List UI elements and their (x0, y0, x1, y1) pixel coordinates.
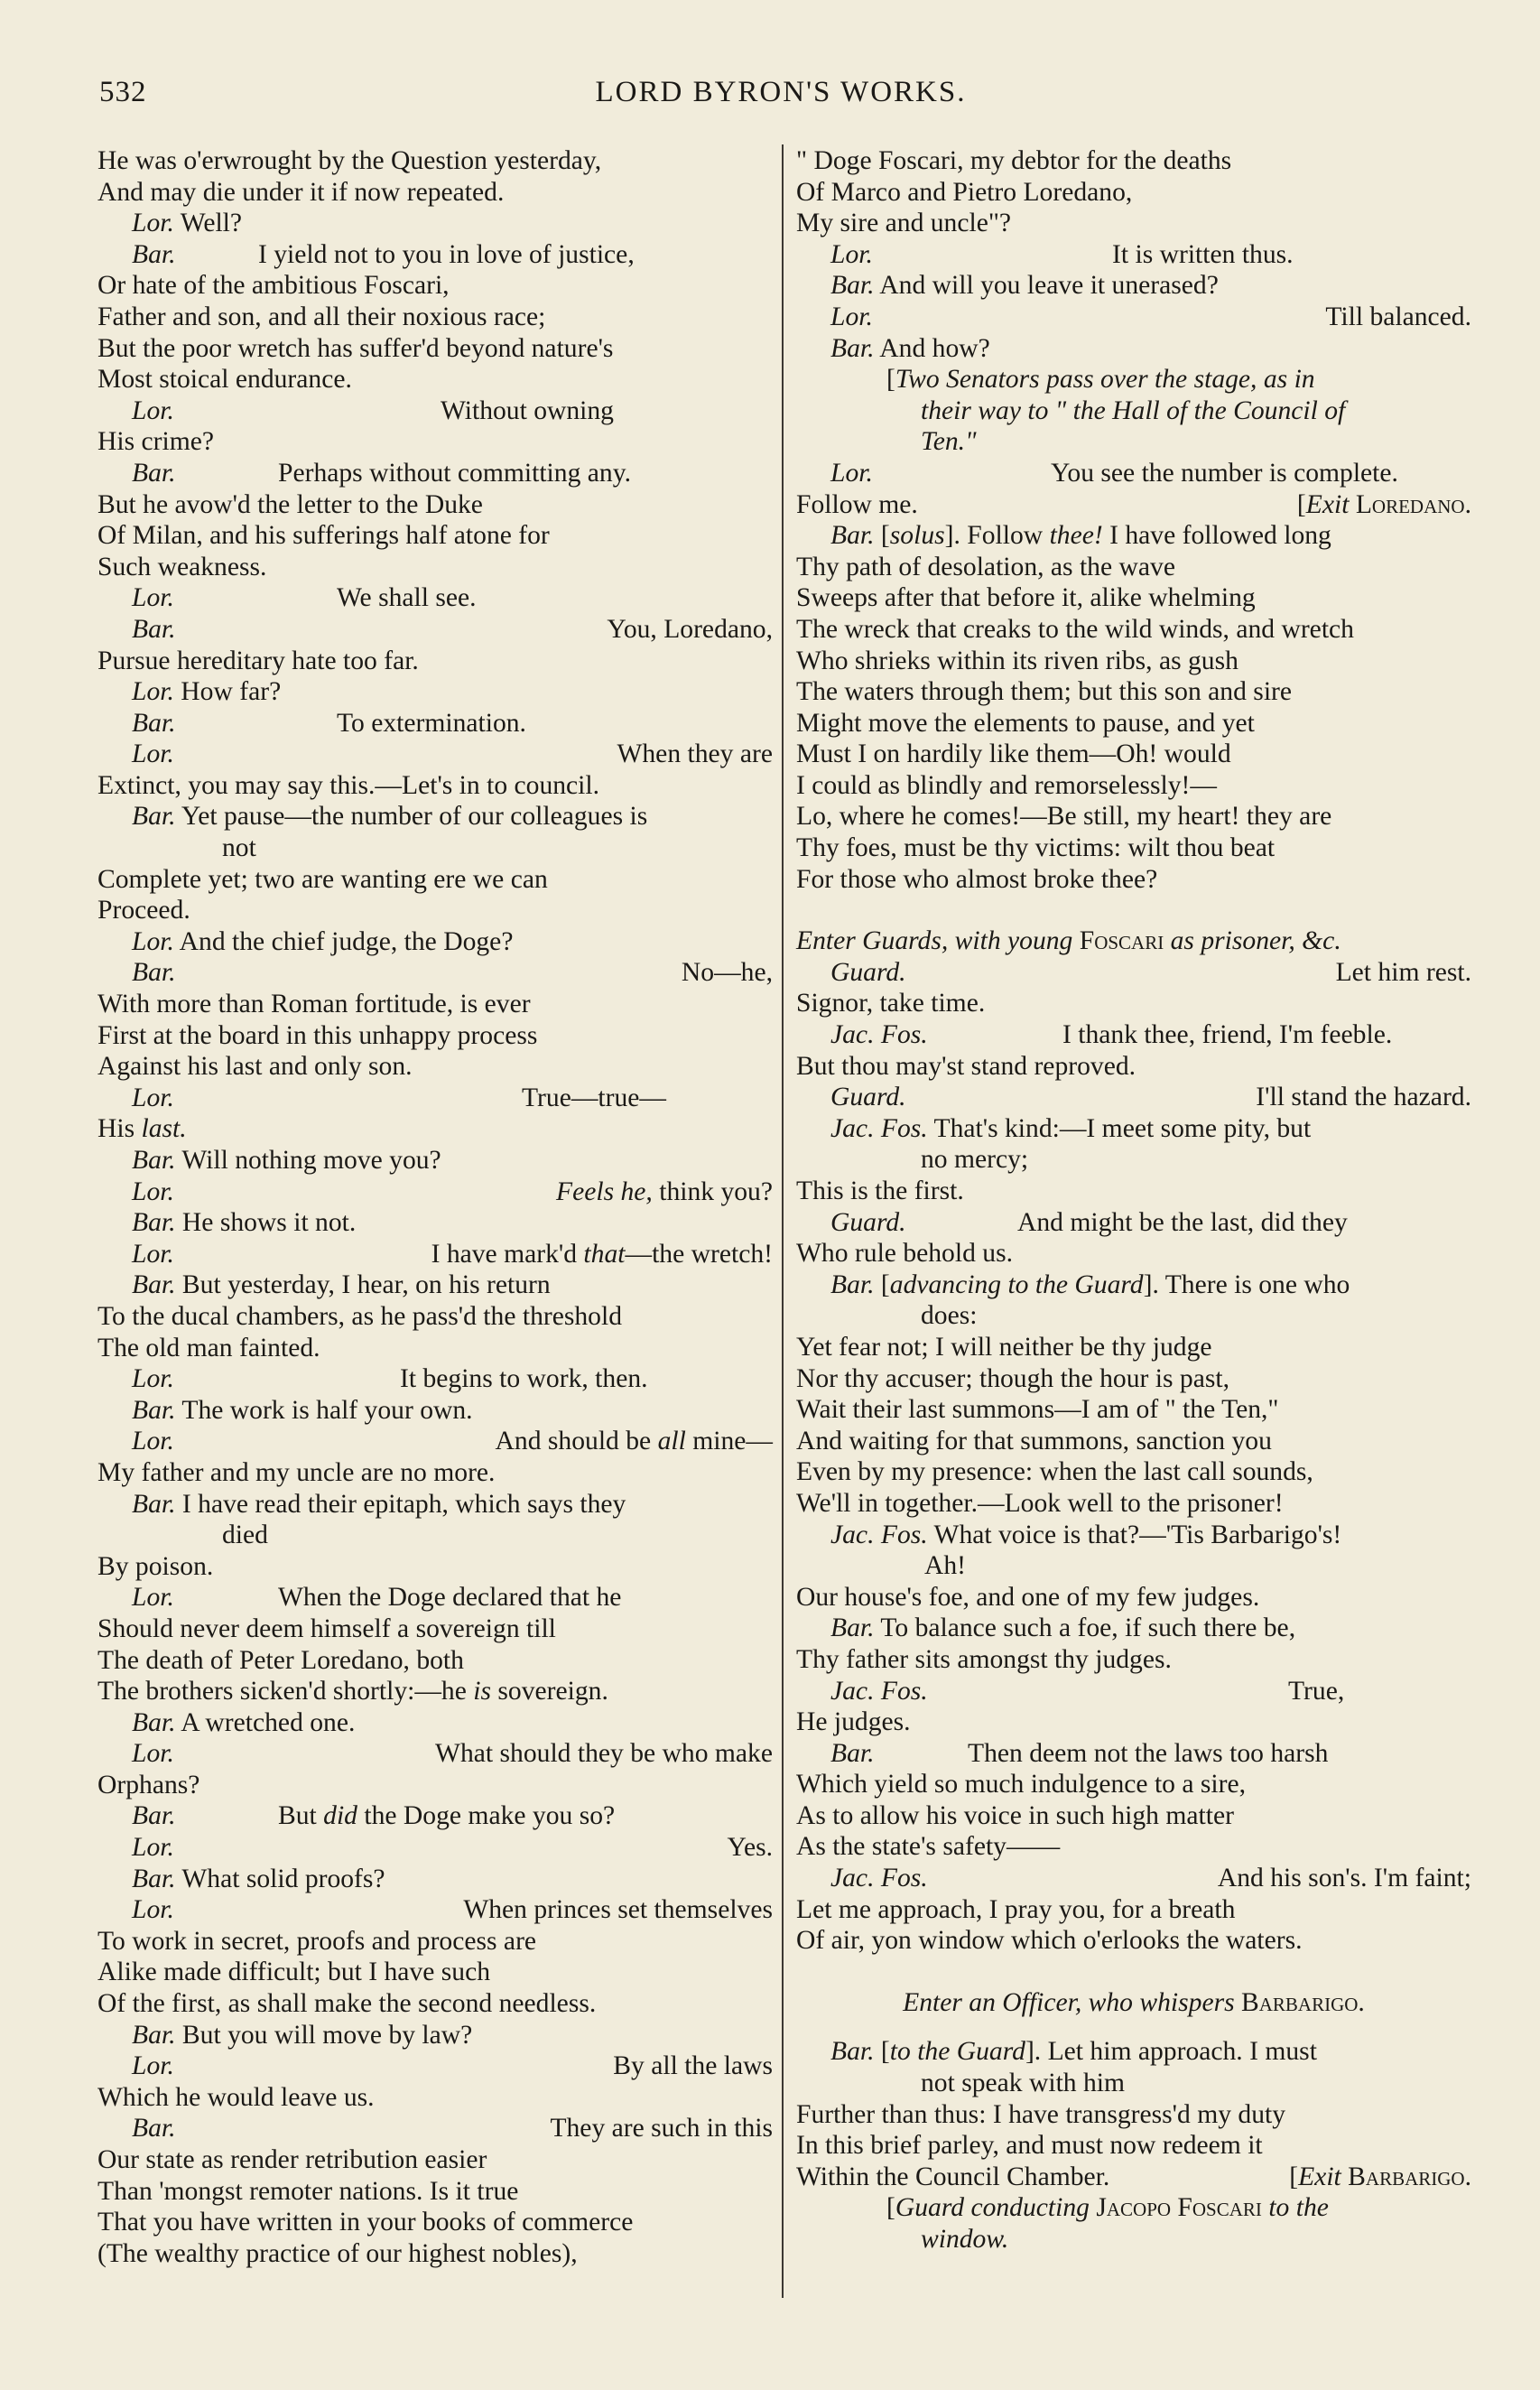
speech-line: Bar. And how? (830, 333, 990, 363)
speech-line: Lor. It begins to work, then. (132, 1364, 648, 1394)
speech-line: Guard. I'll stand the hazard. (830, 1083, 1471, 1112)
speech-line: Bar. Will nothing move you? (132, 1146, 441, 1175)
text-line: We'll in together.—Look well to the prisoner! (796, 1488, 1284, 1518)
speech-line: Guard. And might be the last, did they (830, 1207, 1348, 1237)
speech-line: Bar. I have read their epitaph, which says they (132, 1489, 626, 1519)
text-line: And may die under it if now repeated. (97, 177, 505, 207)
text-line: But the poor wretch has suffer'd beyond nature's (97, 333, 614, 363)
running-title: LORD BYRON'S WORKS. (595, 76, 967, 108)
text-line: Alike made difficult; but I have such (97, 1958, 491, 1987)
speech-line: Bar. I yield not to you in love of justice, (132, 239, 635, 269)
speech-line: Bar. But yesterday, I hear, on his return (132, 1270, 551, 1300)
text-line: Which yield so much indulgence to a sire, (796, 1770, 1247, 1799)
text-line: His last. (97, 1114, 187, 1144)
text-line: not (222, 833, 256, 863)
speech-line: Bar. The work is half your own. (132, 1395, 473, 1425)
text-line: Proceed. (97, 896, 190, 925)
stage-direction: Ten." (921, 427, 977, 457)
text-line: The waters through them; but this son and sire (796, 677, 1293, 707)
text-line: Thy foes, must be thy victims: wilt thou beat (796, 833, 1276, 863)
speech-line: Lor. You see the number is complete. (830, 458, 1398, 488)
text-line: Most stoical endurance. (97, 365, 352, 395)
stage-direction: [Two Senators pass over the stage, as in (886, 365, 1315, 395)
text-line: Against his last and only son. (97, 1052, 413, 1082)
stage-direction: window. (921, 2225, 1009, 2254)
text-line: Further than thus: I have transgress'd my duty (796, 2099, 1286, 2129)
speech-line: Bar. And will you leave it unerased? (830, 271, 1219, 301)
text-line: By poison. (97, 1551, 214, 1581)
text-line: Should never deem himself a sovereign till (97, 1613, 556, 1643)
speech-line: Bar. To extermination. (132, 708, 526, 738)
speech-line: Bar. You, Loredano, (132, 614, 773, 644)
speech-line: Lor. And the chief judge, the Doge? (132, 926, 514, 956)
text-line: no mercy; (921, 1145, 1029, 1175)
text-line: does: (921, 1301, 978, 1331)
text-line: Even by my presence: when the last call sounds, (796, 1457, 1313, 1487)
left-column (97, 145, 773, 2269)
speech-line: Jac. Fos. And his son's. I'm faint; (830, 1864, 1471, 1893)
text-line: But he avow'd the letter to the Duke (97, 489, 483, 519)
speech-line: Lor. True—true— (132, 1083, 667, 1112)
speech-line: Bar. What solid proofs? (132, 1864, 385, 1893)
speech-line: Bar. But did the Doge make you so? (132, 1801, 616, 1831)
text-line: But thou may'st stand reproved. (796, 1051, 1136, 1081)
speech-line: Jac. Fos. What voice is that?—'Tis Barbarigo's! (830, 1520, 1342, 1549)
text-line: Let me approach, I pray you, for a breath (796, 1894, 1236, 1924)
text-line: My sire and uncle"? (796, 209, 1012, 238)
speech-line: Bar. But you will move by law? (132, 2020, 473, 2050)
text-line: Lo, where he comes!—Be still, my heart! they are (796, 802, 1332, 832)
speech-line: Within the Council Chamber. [Exit Barbarigo. (796, 2162, 1471, 2191)
text-line: Orphans? (97, 1770, 200, 1799)
speech-line: Jac. Fos. That's kind:—I meet some pity, but (830, 1113, 1312, 1143)
text-line: Pursue hereditary hate too far. (97, 646, 419, 675)
text-line: Our state as render retribution easier (97, 2145, 487, 2174)
speech-line: Lor. Well? (132, 209, 243, 238)
speech-line: Lor. How far? (132, 677, 282, 707)
right-column (796, 145, 1471, 2255)
stage-direction: their way to " the Hall of the Council of (921, 395, 1346, 425)
speech-line: Bar. Then deem not the laws too harsh (830, 1738, 1329, 1768)
text-line: To the ducal chambers, as he pass'd the threshold (97, 1301, 622, 1331)
text-line: Must I on hardily like them—Oh! would (796, 739, 1231, 769)
speech-line: Bar. Perhaps without committing any. (132, 458, 631, 488)
speech-line: Lor. Yes. (132, 1833, 773, 1863)
text-line: My father and my uncle are no more. (97, 1457, 496, 1487)
text-line: I could as blindly and remorselessly!— (796, 770, 1218, 800)
text-line: The old man fainted. (97, 1333, 320, 1362)
text-line: not speak with him (921, 2069, 1126, 2098)
speech-line: Bar. No—he, (132, 958, 773, 988)
text-line: " Doge Foscari, my debtor for the deaths (796, 146, 1232, 175)
speech-line: Bar. [solus]. Follow thee! I have followed long (830, 521, 1331, 551)
speech-line: Bar. [advancing to the Guard]. There is one who (830, 1269, 1350, 1299)
text-line: As the state's safety—— (796, 1832, 1061, 1862)
speech-line: Bar. Yet pause—the number of our colleagues is (132, 802, 648, 832)
text-line: Signor, take time. (796, 989, 986, 1018)
text-line: Who shrieks within its riven ribs, as gush (796, 646, 1238, 675)
speech-line: Lor. I have mark'd that—the wretch! (132, 1239, 773, 1269)
text-line: And waiting for that summons, sanction you (796, 1426, 1272, 1455)
text-line: This is the first. (796, 1176, 964, 1205)
text-line: Of Milan, and his sufferings half atone for (97, 521, 550, 551)
speech-line: Jac. Fos. I thank thee, friend, I'm feeble. (830, 1020, 1393, 1050)
text-line: Such weakness. (97, 552, 267, 581)
speech-line: Bar. A wretched one. (132, 1707, 356, 1737)
stage-direction: [Guard conducting Jacopo Foscari to the (886, 2193, 1329, 2223)
speech-line: Follow me. [Exit Loredano. (796, 489, 1471, 519)
text-line: Than 'mongst remoter nations. Is it true (97, 2176, 519, 2206)
speech-line: Bar. He shows it not. (132, 1208, 357, 1238)
text-line: Wait their last summons—I am of " the Ten," (796, 1395, 1279, 1425)
text-line: Father and son, and all their noxious race; (97, 302, 546, 331)
text-line: As to allow his voice in such high matter (796, 1800, 1234, 1830)
column-divider (782, 144, 784, 2298)
text-line: Complete yet; two are wanting ere we can (97, 864, 548, 894)
text-line: Extinct, you may say this.—Let's in to council. (97, 770, 600, 800)
text-line: Thy father sits amongst thy judges. (796, 1644, 1172, 1674)
speech-line: Jac. Fos. True, (830, 1676, 1345, 1706)
speech-line: Guard. Let him rest. (830, 957, 1471, 987)
text-line: Nor thy accuser; though the hour is past, (796, 1363, 1229, 1393)
text-line: Which he would leave us. (97, 2082, 375, 2112)
page-header (99, 76, 1462, 123)
text-line: Of Marco and Pietro Loredano, (796, 177, 1133, 207)
speech-line: Lor. Without owning (132, 395, 614, 425)
text-line: Our house's foe, and one of my few judges. (796, 1582, 1260, 1612)
text-line: Thy path of desolation, as the wave (796, 552, 1175, 581)
text-line: First at the board in this unhappy process (97, 1020, 538, 1050)
text-line: (The wealthy practice of our highest nobles), (97, 2238, 578, 2268)
speech-line: Lor. We shall see. (132, 583, 477, 613)
speech-line: Lor. When they are (132, 739, 773, 769)
speech-line: Bar. They are such in this (132, 2114, 773, 2144)
page-number: 532 (99, 76, 147, 108)
speech-line: Lor. By all the laws (132, 2051, 773, 2081)
text-line: The brothers sicken'd shortly:—he is sovereign. (97, 1677, 608, 1706)
text-line: Of air, yon window which o'erlooks the waters. (796, 1926, 1303, 1956)
text-line: Yet fear not; I will neither be thy judge (796, 1332, 1212, 1362)
text-line: died (222, 1520, 268, 1550)
text-line: The wreck that creaks to the wild winds, and wretch (796, 614, 1354, 644)
text-line: In this brief parley, and must now redeem it (796, 2131, 1263, 2161)
text-line: Or hate of the ambitious Foscari, (97, 271, 450, 301)
speech-line: Lor. When the Doge declared that he (132, 1583, 622, 1613)
text-line: That you have written in your books of commerce (97, 2208, 634, 2237)
text-line: Of the first, as shall make the second needless. (97, 1989, 597, 2019)
text-line: Sweeps after that before it, alike whelming (796, 583, 1256, 613)
text-line: He judges. (796, 1707, 911, 1737)
speech-line: Bar. [to the Guard]. Let him approach. I must (830, 2037, 1317, 2067)
text-line: With more than Roman fortitude, is ever (97, 990, 531, 1019)
text-line: The death of Peter Loredano, both (97, 1645, 464, 1675)
speech-line: Lor. Feels he, think you? (132, 1176, 773, 1206)
speech-line: Bar. To balance such a foe, if such there be, (830, 1613, 1296, 1643)
speech-line: Lor. And should be all mine— (132, 1427, 773, 1456)
text-line: Might move the elements to pause, and yet (796, 708, 1255, 738)
speech-line: Lor. It is written thus. (830, 239, 1294, 269)
text-line: To work in secret, proofs and process are (97, 1926, 537, 1956)
speech-line: Lor. What should they be who make (132, 1739, 773, 1769)
speech-line: Lor. When princes set themselves (132, 1895, 773, 1925)
text-line: He was o'erwrought by the Question yesterday, (97, 146, 602, 175)
text-line: Ah! (924, 1551, 967, 1581)
stage-direction: Enter an Officer, who whispers Barbarigo. (903, 1987, 1365, 2017)
stage-direction: Enter Guards, with young Foscari as prisoner, &c. (796, 926, 1341, 956)
text-line: For those who almost broke thee? (796, 864, 1158, 894)
text-line: Who rule behold us. (796, 1239, 1013, 1269)
text-line: His crime? (97, 427, 215, 457)
speech-line: Lor. Till balanced. (830, 302, 1471, 331)
